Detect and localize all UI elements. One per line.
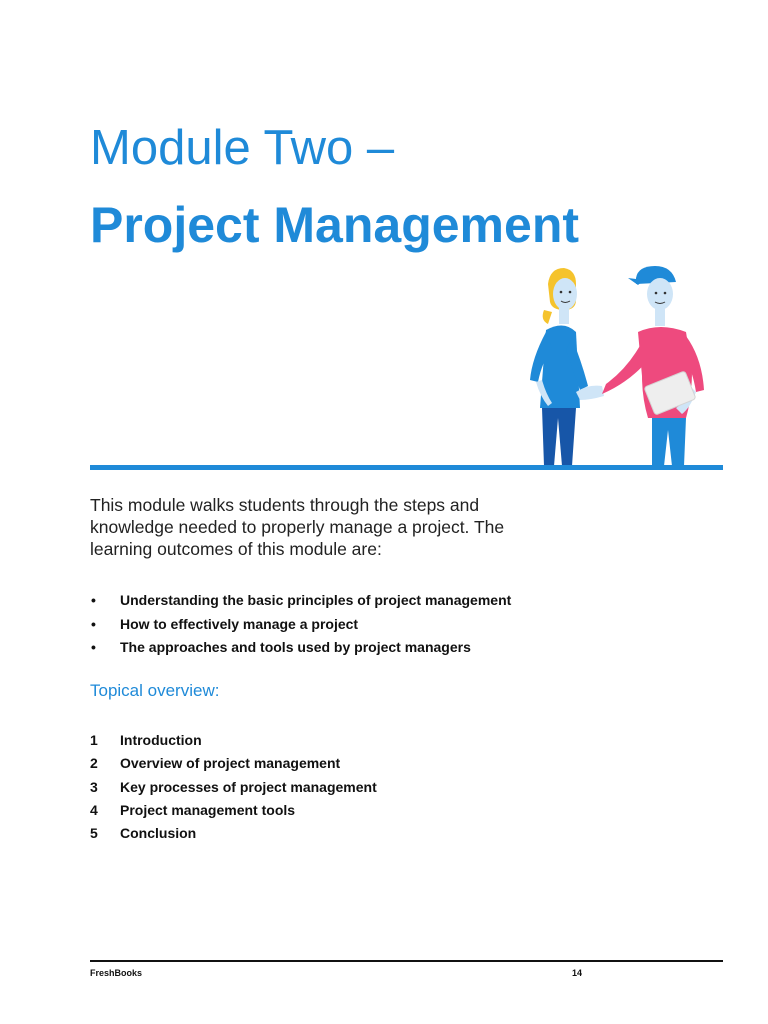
list-item bbox=[90, 614, 511, 638]
footer-brand: FreshBooks bbox=[90, 968, 143, 978]
list-item bbox=[90, 753, 377, 776]
item-number: 5 bbox=[90, 825, 98, 842]
header-divider bbox=[90, 465, 723, 470]
list-item-label: Overview of project management bbox=[120, 755, 341, 772]
intro-paragraph: This module walks students through the steps and knowledge needed to properly manage a project. The learning outcomes of this module are: bbox=[90, 495, 505, 559]
list-item-label: Understanding the basic principles of project management bbox=[120, 592, 512, 608]
module-subtitle: Project Management bbox=[90, 197, 580, 253]
two-people-handshake-illustration bbox=[510, 258, 722, 468]
list-item bbox=[90, 730, 377, 753]
list-item bbox=[90, 823, 377, 846]
page-number: 14 bbox=[572, 968, 583, 978]
list-item bbox=[90, 590, 511, 614]
learning-outcomes-list bbox=[90, 590, 511, 661]
footer-divider bbox=[90, 960, 723, 962]
list-item-label: Project management tools bbox=[120, 801, 296, 818]
list-item bbox=[90, 777, 377, 800]
bullet-icon: • bbox=[91, 592, 96, 608]
list-item-label: Key processes of project management bbox=[120, 778, 377, 795]
section-title: Topical overview: bbox=[90, 681, 220, 700]
item-number: 1 bbox=[90, 732, 98, 748]
item-number: 4 bbox=[90, 801, 98, 818]
list-item bbox=[90, 800, 377, 823]
bullet-icon: • bbox=[91, 615, 96, 632]
list-item-label: Introduction bbox=[120, 732, 202, 748]
bullet-icon: • bbox=[91, 639, 96, 655]
list-item-label: Conclusion bbox=[120, 825, 197, 842]
list-item-label: The approaches and tools used by project managers bbox=[120, 639, 471, 655]
item-number: 2 bbox=[90, 755, 98, 772]
list-item bbox=[90, 637, 511, 661]
topical-overview-list bbox=[90, 730, 377, 846]
item-number: 3 bbox=[90, 778, 98, 795]
list-item-label: How to effectively manage a project bbox=[120, 615, 359, 632]
module-title: Module Two – bbox=[90, 121, 395, 175]
